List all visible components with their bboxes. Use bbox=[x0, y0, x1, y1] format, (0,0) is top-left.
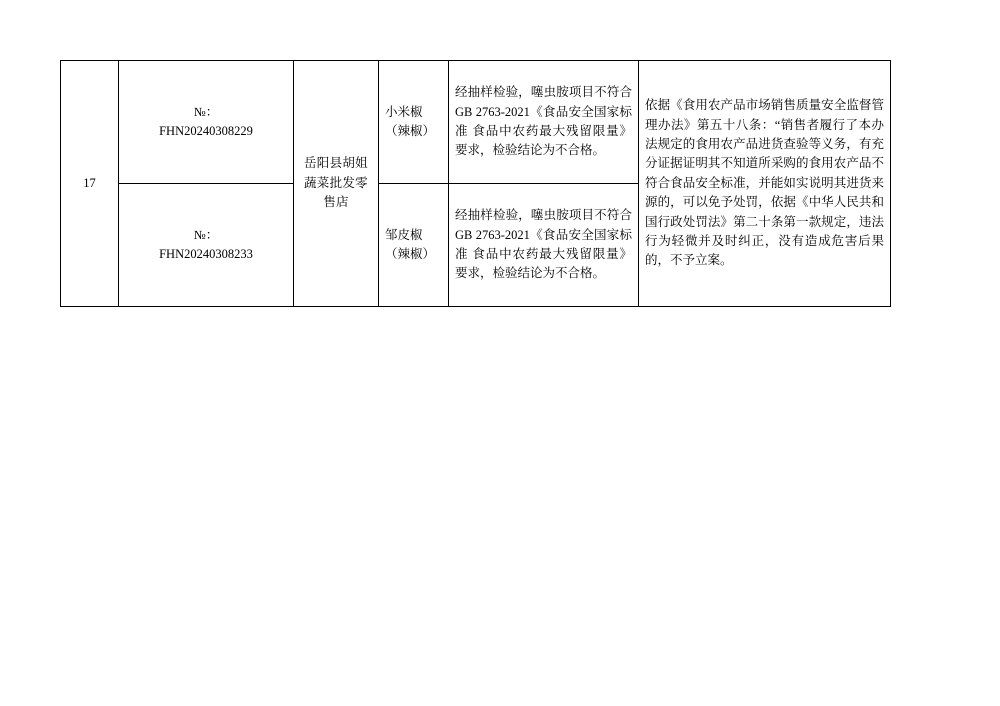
product-name-cell: 小米椒（辣椒） bbox=[379, 61, 449, 184]
sample-code-cell bbox=[119, 61, 294, 184]
product-name-cell: 邹皮椒（辣椒） bbox=[379, 184, 449, 307]
sample-code-cell bbox=[119, 184, 294, 307]
table-container bbox=[60, 60, 890, 307]
row-index-cell: 17 bbox=[61, 61, 119, 307]
shop-name-cell: 岳阳县胡姐蔬菜批发零售店 bbox=[294, 61, 379, 307]
inspection-results-table bbox=[60, 60, 891, 307]
sample-code-label: №： bbox=[193, 227, 219, 242]
sample-code-label: №： bbox=[193, 104, 219, 119]
sample-code-value: FHN20240308229 bbox=[159, 124, 253, 138]
table-row bbox=[61, 61, 891, 184]
sample-code-value: FHN20240308233 bbox=[159, 247, 253, 261]
inspection-result-cell: 经抽样检验，噻虫胺项目不符合GB 2763-2021《食品安全国家标准 食品中农药最大残留限量》要求，检验结论为不合格。 bbox=[449, 184, 639, 307]
legal-basis-cell: 依据《食用农产品市场销售质量安全监督管理办法》第五十八条：“销售者履行了本办法规定的食用农产品进货查验等义务，有充分证据证明其不知道所采购的食用农产品不符合食品安全标准，并能如实说明其进货来源的，可以免予处罚，依据《中华人民共和国行政处罚法》第二十条第一款规定，违法行为轻微并及时纠正，没有造成危害后果的，不予立案。 bbox=[639, 61, 891, 307]
inspection-result-cell: 经抽样检验，噻虫胺项目不符合GB 2763-2021《食品安全国家标准 食品中农药最大残留限量》要求，检验结论为不合格。 bbox=[449, 61, 639, 184]
